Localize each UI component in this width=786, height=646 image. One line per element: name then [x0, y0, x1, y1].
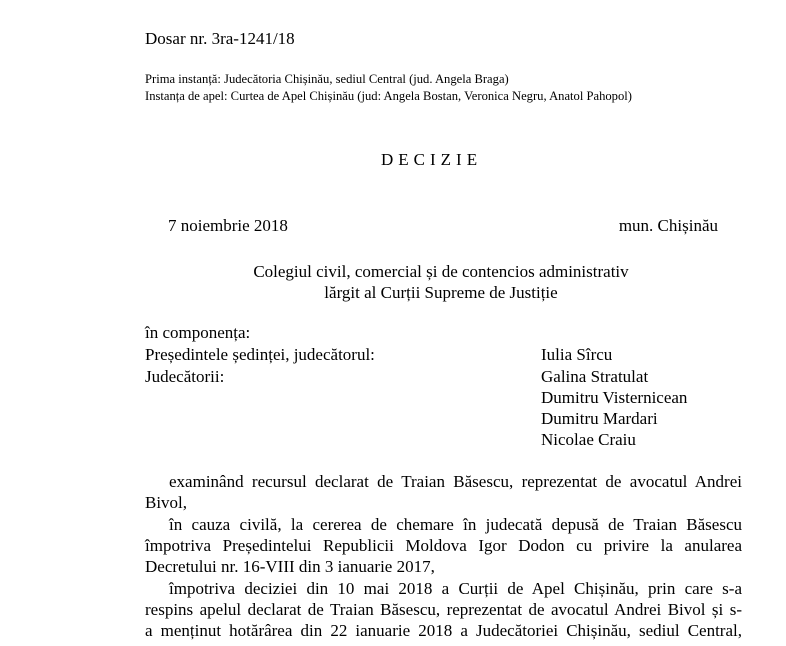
body-paragraph-line: în cauza civilă, la cererea de chemare în judecată depusă de Traian Băsescu	[169, 515, 742, 534]
judge-name: Dumitru Mardari	[541, 409, 658, 428]
appeal-instance: Instanța de apel: Curtea de Apel Chișinău (jud: Angela Bostan, Veronica Negru, Anatol Pahopol)	[145, 89, 632, 103]
judges-label: Judecătorii:	[145, 367, 225, 386]
judge-name: Galina Stratulat	[541, 367, 649, 386]
decision-place: mun. Chișinău	[618, 216, 718, 235]
first-instance: Prima instanță: Judecătoria Chișinău, sediul Central (jud. Angela Braga)	[145, 72, 509, 86]
document-title: DECIZIE	[381, 150, 483, 169]
body-paragraph-line: examinând recursul declarat de Traian Băsescu, reprezentat de avocatul Andrei	[169, 472, 742, 491]
body-paragraph-line: Bivol,	[145, 493, 188, 512]
case-number: Dosar nr. 3ra-1241/18	[145, 29, 295, 48]
body-paragraph-line: respins apelul declarat de Traian Băsescu, reprezentat de avocatul Andrei Bivol și s-	[145, 600, 742, 619]
president-label: Președintele ședinței, judecătorul:	[145, 345, 375, 364]
court-line-2: lărgit al Curții Supreme de Justiție	[324, 283, 558, 302]
judge-name: Dumitru Visternicean	[541, 388, 688, 407]
body-paragraph-line: împotriva deciziei din 10 mai 2018 a Curții de Apel Chișinău, prin care s-a	[169, 579, 742, 598]
body-paragraph-line: Decretului nr. 16-VIII din 3 ianuarie 2017,	[145, 557, 435, 576]
body-paragraph-line: a menținut hotărârea din 22 ianuarie 2018 a Judecătoriei Chișinău, sediul Central,	[145, 621, 742, 640]
president-name: Iulia Sîrcu	[541, 345, 613, 364]
body-paragraph-line: împotriva Președintelui Republicii Moldova Igor Dodon cu privire la anularea	[145, 536, 742, 555]
decision-date: 7 noiembrie 2018	[168, 216, 288, 235]
court-line-1: Colegiul civil, comercial și de contencios administrativ	[253, 262, 629, 281]
judge-name: Nicolae Craiu	[541, 430, 636, 449]
composition-intro: în componența:	[145, 323, 251, 342]
